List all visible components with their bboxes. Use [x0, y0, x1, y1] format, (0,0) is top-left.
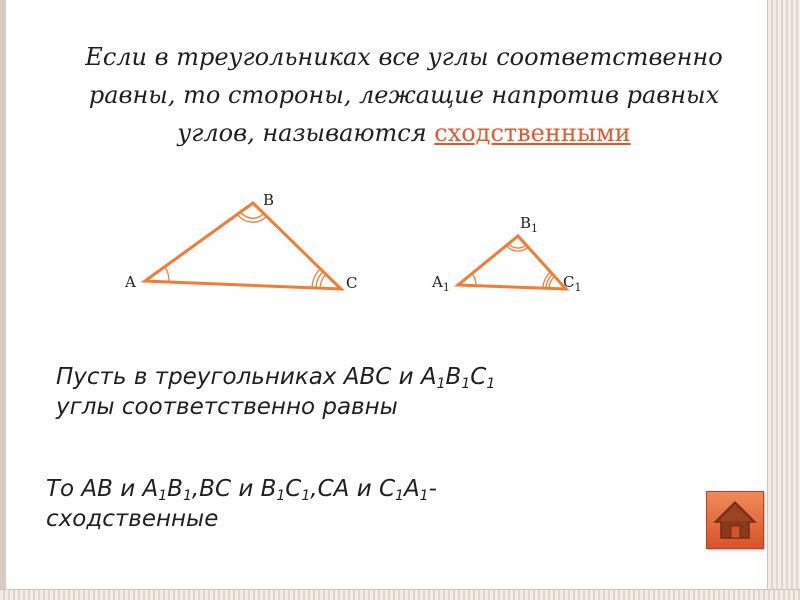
- definition-body: Если в треугольниках все углы соответственно равны, то стороны, лежащие напротив равных углов, называются: [85, 43, 723, 147]
- statement-conclusion: [46, 474, 437, 534]
- statement-conclusion-line1: То AB и $A_1B_1,BC$ и $B_1C_1,CA$ и $C_1A_1-$: [46, 476, 437, 504]
- vertex-c1-label: $C_1$: [563, 273, 582, 294]
- definition-term: сходственными: [434, 119, 631, 147]
- angle-c-arc-1: [320, 274, 326, 288]
- angle-b-arc-1: [241, 212, 264, 218]
- vertex-a1-label: $A_1$: [432, 273, 450, 294]
- vertex-b1-label: $B_1$: [520, 214, 539, 235]
- statement-conclusion-line2: сходственные: [46, 506, 219, 532]
- vertex-b-label: B: [263, 191, 275, 209]
- angle-a-arc: [165, 267, 169, 282]
- triangle-abc-outline: [145, 203, 341, 289]
- triangle-a1b1c1: [431, 214, 581, 294]
- home-button[interactable]: [706, 491, 764, 549]
- triangle-a1b1c1-outline: [458, 236, 566, 289]
- statement-given-line1: Пусть в треугольниках ABC и $A_1B_1C_1$: [56, 364, 496, 392]
- vertex-a-label: A: [125, 273, 136, 291]
- vertex-c-label: C: [346, 274, 358, 292]
- statement-given: [56, 362, 495, 422]
- triangle-abc: [124, 191, 357, 292]
- statement-given-line2: углы соответственно равны: [56, 394, 398, 420]
- home-icon: [707, 492, 763, 548]
